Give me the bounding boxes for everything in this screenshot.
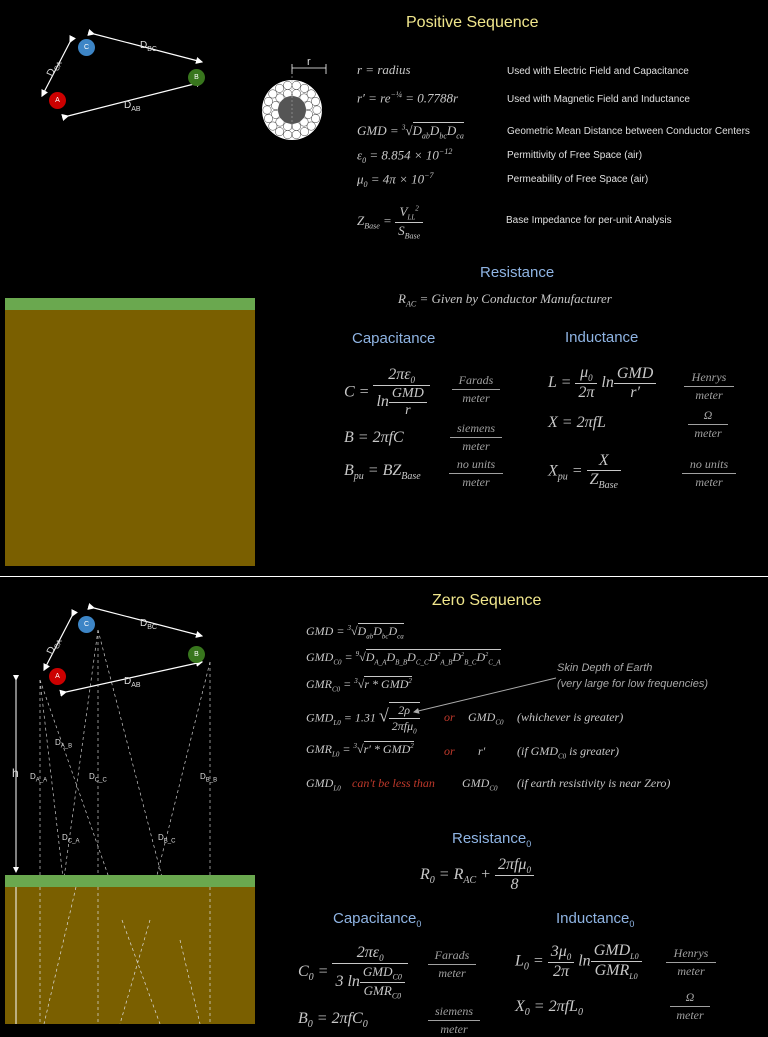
zero-label-dbc: $D_{BC}$: [140, 618, 157, 631]
zero-label-dca: $D_{CA}$: [45, 638, 64, 657]
eq-l0: $L_0$ = $\frac{3\mu_0}{2\pi}$ ln $\frac{GMD_{L0}}{GMR_{L0}}$: [515, 942, 642, 981]
strand-circle: [263, 106, 271, 114]
strand-circle: [269, 90, 277, 98]
eq-mu0: $\mu_0 = 4\pi \times 10^{-7}$: [357, 171, 434, 189]
eq-bpu: $B_{pu} = BZ_{Base}$: [344, 462, 421, 483]
def-desc-3: Geometric Mean Distance between Conductor Centers: [507, 126, 750, 137]
eq-gmr-l0: $GMR_{L0} = ^3√r' * GMD^2$: [306, 742, 414, 759]
strand-circle: [283, 81, 291, 89]
eq-inductance: L = $\frac{\mu_0}{2\pi}$ ln $\frac{\text{GMD}}{r'}$: [548, 364, 656, 402]
unit-siemens: siemens meter: [450, 421, 502, 454]
eq-gmr-c0: $GMR_{C0} = ^3√r * GMD^2$: [306, 677, 412, 694]
eq-r-radius: r = radius: [357, 62, 411, 77]
unit-henrys-zero: Henrys meter: [666, 946, 716, 979]
eq-c0: $C_0$ = $2\pi\varepsilon_0$ 3 ln $\frac{GMD_{C0}}{GMR_{C0}}$: [298, 944, 408, 1000]
or-label-2: or: [444, 744, 455, 758]
capacitance0-title: Capacitance$_0$: [333, 910, 422, 929]
unit-nounits-b: no units meter: [449, 457, 503, 490]
def-desc-1: Used with Electric Field and Capacitance: [507, 66, 689, 77]
strand-circle: [313, 106, 321, 114]
strand-circle: [292, 81, 300, 89]
capacitance-title: Capacitance: [352, 330, 436, 347]
eq-epsilon0: $\varepsilon_0 = 8.854 \times 10^{-12}$: [357, 147, 453, 165]
resistance0-title: Resistance$_0$: [452, 830, 532, 849]
def-desc-4: Permittivity of Free Space (air): [507, 150, 643, 161]
label-d-cc: $D_{C\_C}$: [89, 772, 107, 784]
label-d-ca: $D_{C\_A}$: [62, 833, 80, 845]
zero-sequence-title: Zero Sequence: [432, 592, 542, 609]
inductance-title: Inductance: [565, 329, 639, 346]
inductance0-title: Inductance$_0$: [556, 910, 635, 929]
eq-gmd-c0-ref-1: $GMD_{C0}$: [468, 710, 504, 727]
earth-layer: [5, 310, 255, 566]
unit-farads-zero: Farads meter: [428, 948, 476, 981]
def-desc-2: Used with Magnetic Field and Inductance: [507, 94, 690, 105]
strand-circle: [283, 130, 291, 138]
unit-farads: Farads meter: [452, 373, 500, 406]
unit-henrys: Henrys meter: [684, 370, 734, 403]
grass-layer: [5, 298, 255, 310]
or-label-1: or: [444, 710, 455, 724]
zero-node-c: C: [78, 616, 95, 633]
label-dbc: $D_{BC}$: [140, 40, 157, 53]
label-dca: $D_{CA}$: [45, 60, 64, 79]
resistance-title: Resistance: [480, 264, 555, 281]
eq-x0: $X_0 = 2\pi fL_0$: [515, 998, 583, 1019]
node-c: C: [78, 39, 95, 56]
zero-dashed-overlay: [0, 590, 270, 1024]
zero-node-b: B: [188, 646, 205, 663]
section-divider: [0, 576, 768, 577]
unit-siemens-zero: siemens meter: [428, 1004, 480, 1037]
def-desc-6: Base Impedance for per-unit Analysis: [506, 215, 672, 226]
strand-circle: [275, 84, 283, 92]
eq-gmd-l0-limit: $GMD_{L0}$: [306, 776, 341, 793]
unit-ohm-zero: Ω meter: [670, 990, 710, 1023]
label-d-bb: $D_{B\_B}$: [200, 772, 218, 784]
strand-circle: [275, 127, 283, 135]
strand-circle: [264, 97, 272, 105]
whichever-note: (whichever is greater): [517, 710, 624, 724]
eq-xpu: $X_{pu}$ = $\frac{X}{Z_{Base}}$: [548, 452, 621, 491]
unit-nounits-x: no units meter: [682, 457, 736, 490]
eq-gmd-l0: $GMD_{L0} = 1.31$ √ $\frac{2\rho}{2\pi f\mu_0}$: [306, 702, 420, 735]
eq-susceptance: B = 2πfC: [344, 429, 404, 446]
label-d-ab: $D_{A\_B}$: [55, 738, 73, 750]
r-prime-ref: r′: [478, 744, 486, 758]
eq-zero-gmd: GMD = $^3√D_{ab}D_{bc}D_{ca}$: [306, 624, 404, 641]
eq-rac: $R_{AC}$ = Given by Conductor Manufacturer: [398, 291, 612, 309]
eq-gmd-c0-ref-2: $GMD_{C0}$: [462, 776, 498, 793]
node-a: A: [49, 92, 66, 109]
zero-node-a: A: [49, 668, 66, 685]
label-dab: $D_{AB}$: [124, 100, 141, 113]
skin-depth-note: Skin Depth of Earth (very large for low frequencies): [557, 662, 709, 690]
eq-reactance: X = 2πfL: [548, 414, 606, 431]
if-gmd-note: (if $GMD_{C0}$ is greater): [517, 744, 620, 761]
strand-circle: [311, 97, 319, 105]
cant-be-less-label: can't be less than: [352, 776, 435, 790]
strand-circle: [307, 122, 315, 130]
strand-circle: [269, 122, 277, 130]
strand-circle: [311, 114, 319, 122]
label-d-bc: $D_{B\_C}$: [158, 833, 176, 845]
strand-circle: [292, 130, 300, 138]
eq-zbase: $Z_{Base}$ = $\frac{V_{LL}^2}{S_{Base}}$: [357, 204, 423, 240]
strand-circle: [300, 127, 308, 135]
eq-gmd-c0: $GMD_{C0} = ^9√D_{A\_A}D_{B\_B}D_{C\_C}D^2_{A\_B}D^2_{B\_C}D^2_{C\_A}$: [306, 650, 501, 667]
zero-label-dab: $D_{AB}$: [124, 676, 141, 689]
label-d-aa: $D_{A\_A}$: [30, 772, 48, 784]
eq-gmd: GMD = $^3√D_{ab}D_{bc}D_{ca}$: [357, 123, 464, 141]
earth-resistivity-note: (if earth resistivity is near Zero): [517, 776, 671, 790]
strand-circle: [300, 84, 308, 92]
eq-r-prime: $r' = re^{-\frac{1}{4}} = 0.7788r$: [357, 90, 459, 106]
eq-capacitance: C = $2\pi\varepsilon_0$ ln $\frac{\text{GMD}}{r}$: [344, 366, 430, 419]
label-h-upper: h: [12, 766, 19, 780]
def-desc-5: Permeability of Free Space (air): [507, 174, 649, 185]
unit-ohm: Ω meter: [688, 408, 728, 441]
eq-b0: $B_0 = 2\pi fC_0$: [298, 1010, 368, 1031]
label-r: r: [307, 56, 311, 68]
eq-r0: $R_0 = R_{AC}$ + $\frac{2\pi f\mu_0}{8}$: [420, 856, 534, 894]
strand-circle: [264, 114, 272, 122]
stranded-conductor-icon: [256, 52, 336, 148]
strand-circle: [307, 90, 315, 98]
node-b: B: [188, 69, 205, 86]
positive-sequence-title: Positive Sequence: [406, 14, 539, 31]
